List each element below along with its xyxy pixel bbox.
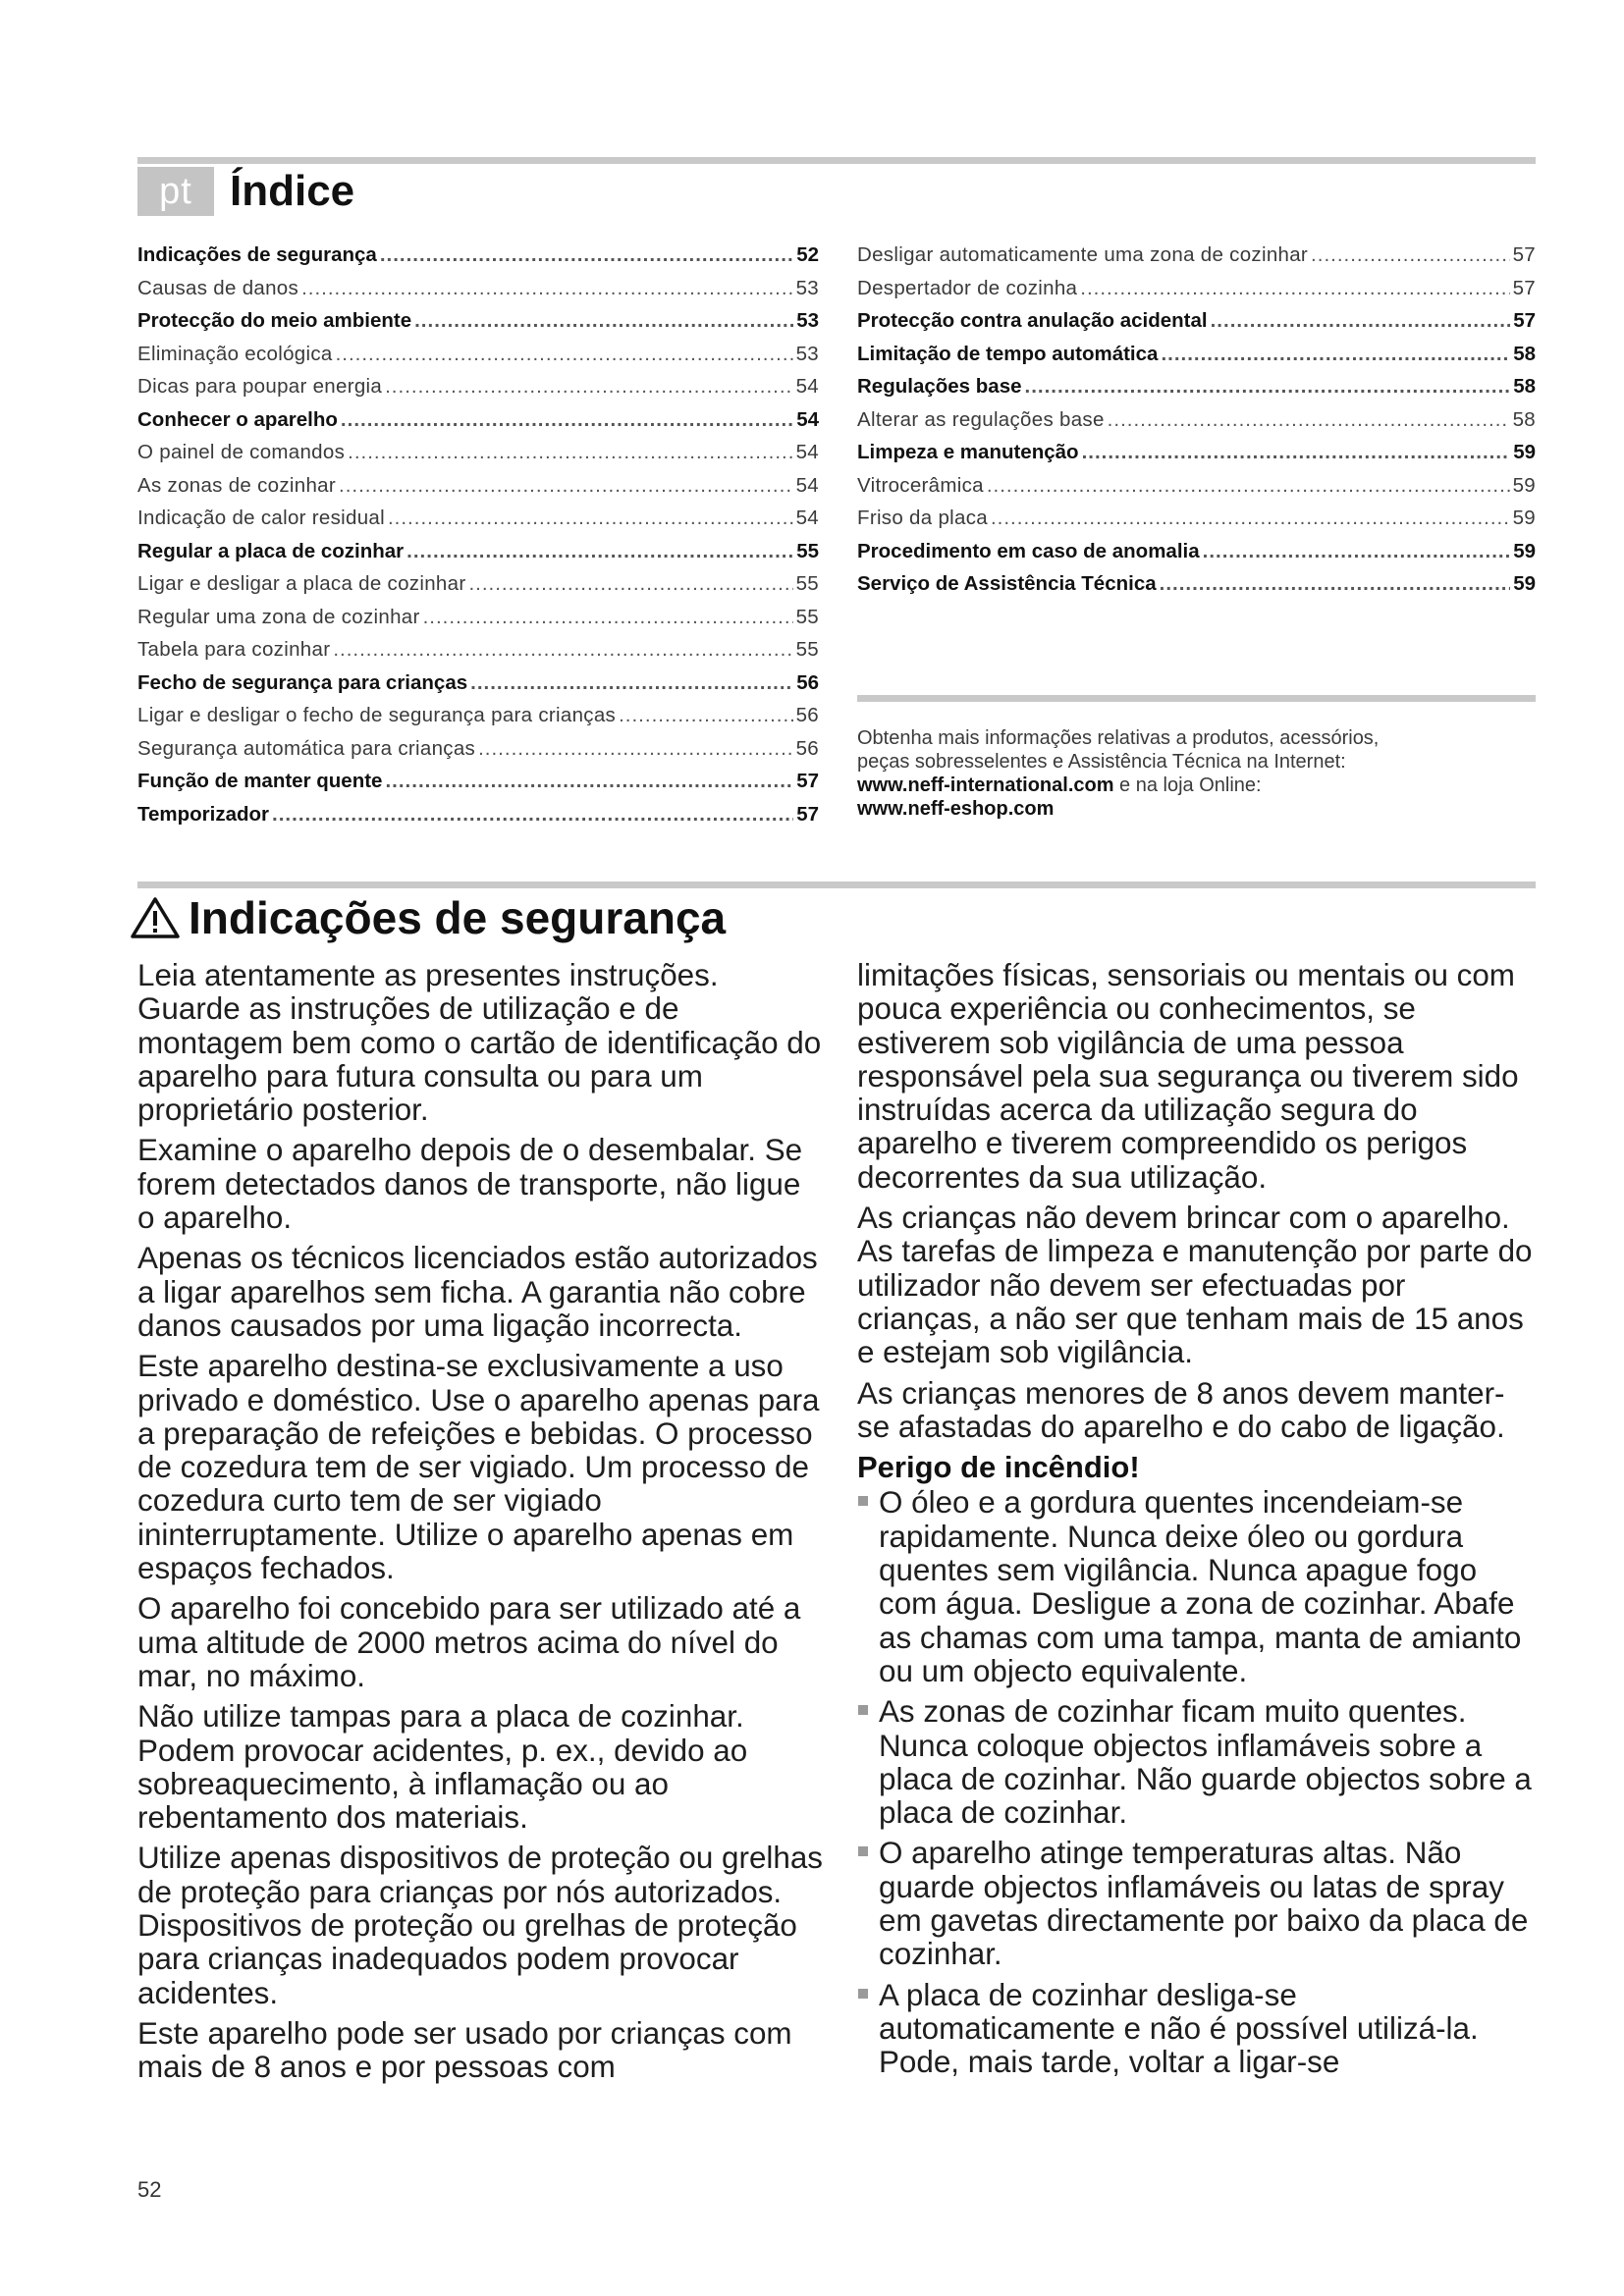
toc-leader-dots xyxy=(1160,572,1511,596)
toc-entry-label: Vitrocerâmica xyxy=(857,473,984,497)
toc-leader-dots xyxy=(478,737,793,761)
toc-entry-page: 57 xyxy=(1512,276,1536,299)
toc-entry-page: 57 xyxy=(1512,243,1536,266)
info-line-1: Obtenha mais informações relativas a produtos, acessórios, xyxy=(857,727,1380,749)
toc-entry-label: Ligar e desligar o fecho de segurança para crianças xyxy=(137,704,617,726)
toc-entry-page: 53 xyxy=(795,276,819,299)
toc-entry-page: 54 xyxy=(796,407,819,431)
toc-entry-label: Segurança automática para crianças xyxy=(137,736,476,760)
bullet-square-icon xyxy=(858,1496,868,1506)
toc-leader-dots xyxy=(333,638,792,662)
toc-entry[interactable] xyxy=(857,343,1536,376)
toc-entry[interactable] xyxy=(137,441,819,474)
toc-entry-page: 53 xyxy=(796,309,819,332)
toc-leader-dots xyxy=(385,770,793,793)
safety-paragraph: Este aparelho pode ser usado por crianças com mais de 8 anos e por pessoas com xyxy=(137,2015,792,2085)
toc-entry[interactable] xyxy=(137,243,819,277)
toc-entry-label: O painel de comandos xyxy=(137,441,346,463)
toc-leader-dots xyxy=(336,343,793,366)
bullet-square-icon xyxy=(858,1989,868,1999)
toc-entry-page: 59 xyxy=(1513,539,1536,562)
fire-bullet-item xyxy=(857,1695,1536,1830)
toc-leader-dots xyxy=(406,540,793,563)
safety-paragraph: Leia atentamente as presentes instruções. Guarde as instruções de utilização e de montagem bem como o cartão de identificação do aparelho para futura consulta ou para um proprietário posterior. xyxy=(137,958,822,1128)
bullet-square-icon xyxy=(858,1705,868,1715)
toc-entry-label: Causas de danos xyxy=(137,276,299,299)
toc-entry[interactable] xyxy=(857,441,1536,474)
toc-entry[interactable] xyxy=(137,277,819,310)
toc-entry[interactable] xyxy=(857,309,1536,343)
toc-entry[interactable] xyxy=(137,803,819,836)
toc-leader-dots xyxy=(468,572,792,596)
website-link[interactable]: www.neff-international.com xyxy=(857,774,1114,796)
toc-leader-dots xyxy=(470,671,793,695)
toc-entry-label: Função de manter quente xyxy=(137,770,383,792)
toc-leader-dots xyxy=(348,441,792,464)
toc-leader-dots xyxy=(388,507,793,530)
bullet-square-icon xyxy=(858,1846,868,1856)
toc-leader-dots xyxy=(1161,343,1510,366)
page-number: 52 xyxy=(137,2177,162,2202)
toc-entry[interactable] xyxy=(137,540,819,573)
safety-paragraph: O aparelho foi concebido para ser utilizado até a uma altitude de 2000 metros acima do nível do mar, no máximo. xyxy=(137,1591,801,1693)
toc-leader-dots xyxy=(1082,441,1511,464)
toc-entry-page: 54 xyxy=(795,507,819,529)
toc-leader-dots xyxy=(301,277,793,300)
toc-entry-label: Dicas para poupar energia xyxy=(137,375,383,398)
toc-entry-label: Regular a placa de cozinhar xyxy=(137,539,405,562)
toc-leader-dots xyxy=(1108,408,1510,432)
toc-leader-dots xyxy=(1080,277,1509,300)
safety-title: Indicações de segurança xyxy=(189,892,727,943)
toc-entry-page: 58 xyxy=(1512,407,1536,431)
top-rule xyxy=(137,157,1536,164)
toc-entry-label: Tabela para cozinhar xyxy=(137,638,331,661)
toc-entry-page: 54 xyxy=(795,441,819,463)
fire-bullet-item xyxy=(857,1979,1536,2080)
toc-leader-dots xyxy=(1025,375,1511,399)
toc-entry-page: 56 xyxy=(795,736,819,760)
safety-paragraph: As crianças não devem brincar com o aparelho. As tarefas de limpeza e manutenção por parte do utilizador não devem ser efectuadas por crianças, a não ser que tenham mais de 15 anos e estejam sob vigilância. xyxy=(857,1201,1533,1370)
fire-bullet-item xyxy=(857,1486,1536,1688)
toc-entry-page: 57 xyxy=(796,802,819,826)
toc-entry[interactable] xyxy=(137,507,819,540)
toc-entry-label: Limpeza e manutenção xyxy=(857,441,1079,463)
toc-left-column xyxy=(137,243,819,835)
toc-entry-page: 55 xyxy=(795,572,819,595)
toc-entry-label: Fecho de segurança para crianças xyxy=(137,670,468,694)
safety-paragraph: As crianças menores de 8 anos devem manter-se afastadas do aparelho e do cabo de ligação. xyxy=(857,1375,1505,1444)
toc-entry-label: Ligar e desligar a placa de cozinhar xyxy=(137,572,466,595)
safety-left-column xyxy=(137,959,825,2092)
toc-entry-label: Alterar as regulações base xyxy=(857,407,1105,431)
toc-entry[interactable] xyxy=(137,474,819,507)
fire-bullet-item xyxy=(857,1837,1536,1971)
toc-entry[interactable] xyxy=(857,540,1536,573)
toc-leader-dots xyxy=(423,606,793,629)
safety-paragraph: Apenas os técnicos licenciados estão autorizados a ligar aparelhos sem ficha. A garantia não cobre danos causados por uma ligação incorrecta. xyxy=(137,1241,818,1343)
toc-entry-page: 54 xyxy=(795,375,819,398)
toc-entry-label: Limitação de tempo automática xyxy=(857,342,1159,365)
toc-entry-page: 59 xyxy=(1512,507,1536,529)
toc-entry-label: Protecção contra anulação acidental xyxy=(857,309,1208,332)
toc-entry-label: Desligar automaticamente uma zona de cozinhar xyxy=(857,243,1309,266)
toc-entry-label: Regular uma zona de cozinhar xyxy=(137,605,420,628)
toc-leader-dots xyxy=(987,474,1510,498)
toc-entry-page: 58 xyxy=(1513,375,1536,398)
toc-entry-page: 57 xyxy=(796,770,819,792)
toc-entry[interactable] xyxy=(137,309,819,343)
info-box xyxy=(857,726,1505,821)
safety-paragraph: Não utilize tampas para a placa de cozinhar. Podem provocar acidentes, p. ex., devido ao sobreaquecimento, à inflamação ou ao rebentamento dos materiais. xyxy=(137,1699,748,1836)
toc-leader-dots xyxy=(619,704,793,727)
fire-bullet-text: As zonas de cozinhar ficam muito quentes. Nunca coloque objectos inflamáveis sobre a placa de cozinhar. Não guarde objectos sobre a placa de cozinhar. xyxy=(879,1694,1532,1831)
toc-entry-page: 55 xyxy=(795,605,819,628)
toc-entry-page: 52 xyxy=(796,243,819,266)
fire-danger-heading: Perigo de incêndio! xyxy=(857,1450,1140,1485)
toc-entry-page: 55 xyxy=(796,539,819,562)
page-title: Índice xyxy=(230,167,355,215)
toc-entry[interactable] xyxy=(137,375,819,408)
toc-entry-page: 59 xyxy=(1513,441,1536,463)
section-rule xyxy=(137,881,1536,888)
fire-bullet-text: O óleo e a gordura quentes incendeiam-se rapidamente. Nunca deixe óleo ou gordura quentes sem vigilância. Nunca apague fogo com água. Desligue a zona de cozinhar. Abafe as chamas com uma tampa, manta de amianto ou um objecto equivalente. xyxy=(879,1485,1522,1688)
toc-entry[interactable] xyxy=(137,638,819,671)
toc-leader-dots xyxy=(339,474,793,498)
toc-entry-page: 54 xyxy=(795,473,819,497)
toc-entry[interactable] xyxy=(857,572,1536,606)
toc-entry-label: Serviço de Assistência Técnica xyxy=(857,572,1157,595)
toc-entry[interactable] xyxy=(137,671,819,705)
toc-entry-page: 53 xyxy=(795,342,819,365)
toc-entry-page: 56 xyxy=(795,704,819,726)
toc-entry-page: 59 xyxy=(1512,473,1536,497)
toc-entry-label: Eliminação ecológica xyxy=(137,342,333,365)
toc-right-column xyxy=(857,243,1536,606)
info-rule xyxy=(857,695,1536,702)
toc-leader-dots xyxy=(991,507,1510,530)
toc-entry-page: 57 xyxy=(1513,309,1536,332)
safety-paragraph: Este aparelho destina-se exclusivamente a uso privado e doméstico. Use o aparelho apenas para a preparação de refeições e bebidas. O processo de cozedura tem de ser vigiado. Um processo de cozedura curto tem de ser vigiado ininterruptamente. Utilize o aparelho apenas em espaços fechados. xyxy=(137,1349,820,1586)
fire-bullet-text: O aparelho atinge temperaturas altas. Não guarde objectos inflamáveis ou latas de spray em gavetas directamente por baixo da placa de cozinhar. xyxy=(879,1836,1529,1972)
toc-entry[interactable] xyxy=(137,606,819,639)
toc-entry-label: Friso da placa xyxy=(857,507,988,529)
toc-entry[interactable] xyxy=(137,770,819,803)
toc-entry-label: Temporizador xyxy=(137,802,270,826)
toc-entry-label: Procedimento em caso de anomalia xyxy=(857,539,1200,562)
toc-entry[interactable] xyxy=(857,277,1536,310)
fire-bullet-text: A placa de cozinhar desliga-se automaticamente e não é possível utilizá-la. Pode, mais tarde, voltar a ligar-se xyxy=(879,1977,1479,2080)
toc-entry[interactable] xyxy=(137,737,819,771)
warning-triangle-icon xyxy=(130,896,181,939)
safety-paragraph: Utilize apenas dispositivos de proteção ou grelhas de proteção para crianças por nós autorizados. Dispositivos de proteção ou grelhas de proteção para crianças inadequados podem provocar acidentes. xyxy=(137,1841,823,2010)
toc-entry[interactable] xyxy=(137,572,819,606)
eshop-link[interactable]: www.neff-eshop.com xyxy=(857,798,1055,820)
fire-danger-list xyxy=(857,1486,1536,2079)
toc-leader-dots xyxy=(380,243,793,267)
toc-entry-page: 58 xyxy=(1513,342,1536,365)
safety-paragraph: Examine o aparelho depois de o desembalar. Se forem detectados danos de transporte, não ligue o aparelho. xyxy=(137,1133,803,1236)
toc-leader-dots xyxy=(272,803,793,827)
toc-leader-dots xyxy=(385,375,792,399)
toc-entry[interactable] xyxy=(137,343,819,376)
toc-entry[interactable] xyxy=(857,474,1536,507)
toc-entry[interactable] xyxy=(857,375,1536,408)
toc-entry[interactable] xyxy=(857,243,1536,277)
toc-leader-dots xyxy=(1311,243,1510,267)
toc-entry[interactable] xyxy=(137,704,819,737)
info-line-2: peças sobresselentes e Assistência Técnica na Internet: xyxy=(857,751,1346,773)
toc-entry-label: Protecção do meio ambiente xyxy=(137,309,412,332)
toc-leader-dots xyxy=(1203,540,1511,563)
toc-entry-label: Indicação de calor residual xyxy=(137,507,385,529)
toc-entry-label: Indicações de segurança xyxy=(137,243,377,266)
toc-entry-page: 59 xyxy=(1513,572,1536,595)
info-mid: e na loja Online: xyxy=(1113,774,1262,796)
toc-entry-label: Regulações base xyxy=(857,375,1022,398)
toc-entry-page: 56 xyxy=(796,670,819,694)
toc-entry-page: 55 xyxy=(795,638,819,661)
toc-entry[interactable] xyxy=(137,408,819,442)
toc-leader-dots xyxy=(341,408,793,432)
language-badge: pt xyxy=(137,167,214,216)
index-header xyxy=(137,167,354,216)
toc-entry-label: Despertador de cozinha xyxy=(857,276,1078,299)
toc-entry-label: As zonas de cozinhar xyxy=(137,473,337,497)
safety-right-column xyxy=(857,959,1536,2087)
safety-heading xyxy=(130,891,726,944)
toc-leader-dots xyxy=(414,309,793,333)
toc-leader-dots xyxy=(1211,309,1511,333)
toc-entry[interactable] xyxy=(857,507,1536,540)
toc-entry-label: Conhecer o aparelho xyxy=(137,407,338,431)
toc-entry[interactable] xyxy=(857,408,1536,442)
safety-paragraph: limitações físicas, sensoriais ou mentais ou com pouca experiência ou conhecimentos, se estiverem sob vigilância de uma pessoa responsável pela sua segurança ou tiverem sido instruídas acerca da utilização segura do aparelho e tiverem compreendido os perigos decorrentes da sua utilização. xyxy=(857,958,1519,1195)
